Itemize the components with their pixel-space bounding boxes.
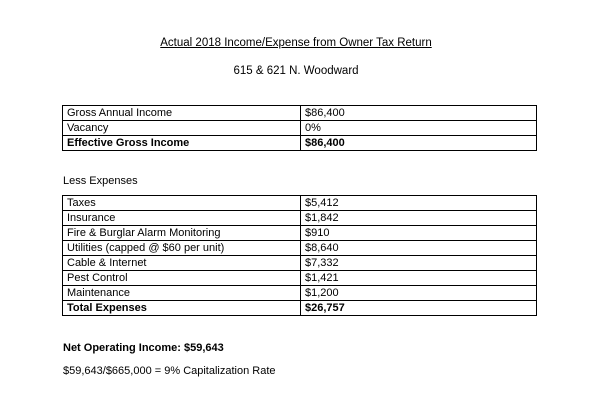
row-value: $8,640 [301,241,537,256]
table-row [63,121,537,136]
row-label: Vacancy [63,121,301,136]
row-value: $910 [301,226,537,241]
net-operating-income: Net Operating Income: $59,643 [63,342,224,354]
row-value: 0% [301,121,537,136]
row-value: $1,421 [301,271,537,286]
row-label: Taxes [63,196,301,211]
row-label: Effective Gross Income [63,136,301,151]
table-row [63,211,537,226]
total-row [63,136,537,151]
row-label: Insurance [63,211,301,226]
table-row [63,196,537,211]
row-label: Utilities (capped @ $60 per unit) [63,241,301,256]
table-row [63,106,537,121]
row-value: $86,400 [301,136,537,151]
row-value: $5,412 [301,196,537,211]
page-title: Actual 2018 Income/Expense from Owner Tax Return [160,37,432,49]
row-label: Total Expenses [63,301,301,316]
table-row [63,241,537,256]
row-value: $1,842 [301,211,537,226]
expense-table [62,195,537,316]
total-row [63,301,537,316]
row-label: Maintenance [63,286,301,301]
row-label: Cable & Internet [63,256,301,271]
property-address: 615 & 621 N. Woodward [233,65,359,77]
table-row [63,286,537,301]
row-value: $26,757 [301,301,537,316]
row-value: $7,332 [301,256,537,271]
row-value: $1,200 [301,286,537,301]
row-label: Fire & Burglar Alarm Monitoring [63,226,301,241]
table-row [63,271,537,286]
section-label: Less Expenses [63,175,138,187]
capitalization-rate: $59,643/$665,000 = 9% Capitalization Rate [63,365,276,377]
income-table [62,105,537,151]
table-row [63,226,537,241]
row-label: Pest Control [63,271,301,286]
table-row [63,256,537,271]
row-value: $86,400 [301,106,537,121]
row-label: Gross Annual Income [63,106,301,121]
